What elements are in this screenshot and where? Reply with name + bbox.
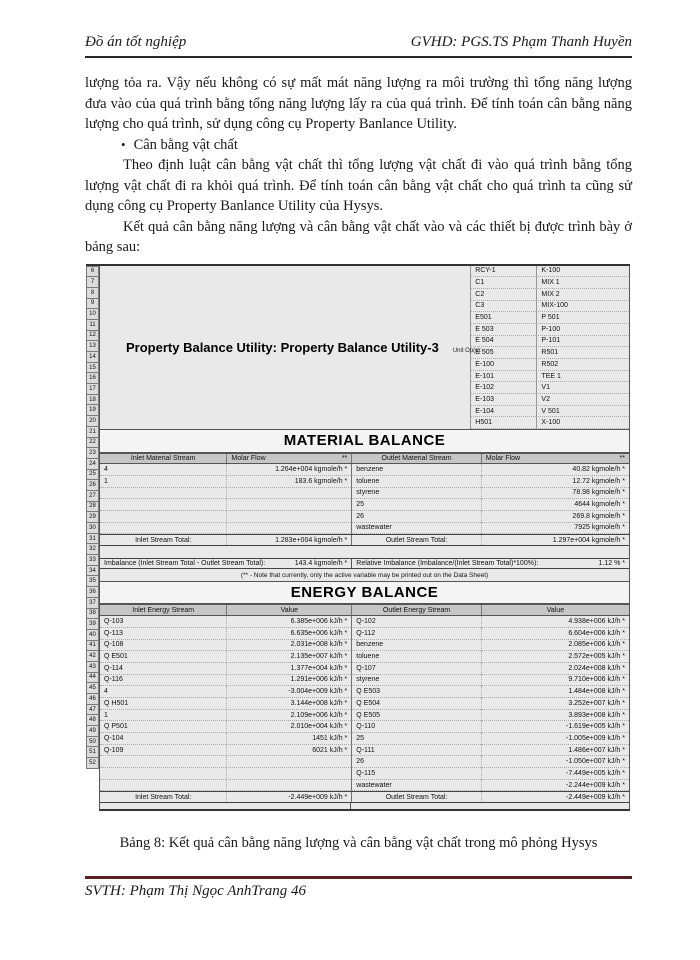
stream-name-cell: benzene	[351, 640, 481, 652]
row-number-box: 27	[86, 490, 99, 502]
header-cell: Outlet Material Stream	[351, 454, 481, 464]
unit-op-cell: K-100	[536, 266, 629, 278]
value-cell: 1.484e+008 kJ/h *	[481, 686, 629, 698]
stream-name-cell: 4	[100, 686, 226, 698]
value-cell: 1.264e+004 kgmole/h *	[226, 464, 351, 476]
stream-name-cell: Q-109	[100, 745, 226, 757]
row-number-box: 12	[86, 330, 99, 342]
energy-balance-title: ENERGY BALANCE	[100, 581, 629, 604]
row-number-box: 21	[86, 426, 99, 438]
value-cell: 6.604e+006 kJ/h *	[481, 628, 629, 640]
value-cell: 2.010e+004 kJ/h *	[226, 721, 351, 733]
data-row	[100, 628, 629, 640]
page-header	[85, 0, 632, 51]
stream-name-cell: Q-104	[100, 733, 226, 745]
imbalance-right: Relative Imbalance (Imbalance/(Inlet Stream Total)*100%): 1.12 % *	[351, 559, 629, 569]
data-row	[100, 698, 629, 710]
row-number-box: 19	[86, 404, 99, 416]
ops-filler	[100, 394, 470, 406]
row-number-box: 17	[86, 383, 99, 395]
row-number-box: 18	[86, 394, 99, 406]
unit-op-cell: V 501	[536, 406, 629, 418]
value-cell: 1.291e+006 kJ/h *	[226, 675, 351, 687]
ops-filler	[100, 312, 470, 324]
ops-filler	[100, 371, 470, 383]
stream-name-cell: Q-115	[351, 768, 481, 780]
stream-name-cell: 26	[351, 511, 481, 523]
value-cell: 9.710e+006 kJ/h *	[481, 675, 629, 687]
row-number-box: 41	[86, 640, 99, 652]
value-cell: -1.619e+005 kJ/h *	[481, 721, 629, 733]
row-number-box: 36	[86, 586, 99, 598]
unit-op-cell: P-100	[536, 324, 629, 336]
row-number-box: 23	[86, 447, 99, 459]
stream-name-cell: styrene	[351, 488, 481, 500]
data-row	[100, 745, 629, 757]
unit-op-cell: E-101	[470, 371, 536, 383]
header-cell: Inlet Energy Stream	[132, 606, 195, 614]
value-cell: 2.085e+006 kJ/h *	[481, 640, 629, 652]
stream-name-cell: Q E503	[351, 686, 481, 698]
stream-name-cell: Q E505	[351, 710, 481, 722]
stream-name-cell: styrene	[351, 675, 481, 687]
sheet-title-text: Property Balance Utility: Property Balance Utility-3	[126, 339, 439, 355]
unit-op-cell: V1	[536, 382, 629, 394]
data-row	[100, 651, 629, 663]
row-number-box: 34	[86, 565, 99, 577]
value-cell: 6.635e+006 kJ/h *	[226, 628, 351, 640]
total-value-cell: 1.297e+004 kgmole/h *	[481, 535, 629, 545]
data-row	[100, 733, 629, 745]
unit-op-cell: E-102	[470, 382, 536, 394]
value-cell: 183.6 kgmole/h *	[226, 476, 351, 488]
row-number-box: 35	[86, 575, 99, 587]
stream-name-cell: toluene	[351, 651, 481, 663]
value-cell: -1.050e+007 kJ/h *	[481, 756, 629, 768]
row-number-box: 16	[86, 372, 99, 384]
total-label-cell: Inlet Stream Total:	[135, 793, 192, 801]
balance-sheet-figure	[86, 264, 630, 811]
page-footer	[85, 876, 632, 900]
header-cell: Molar Flow **	[481, 454, 629, 464]
row-number-box: 42	[86, 650, 99, 662]
value-cell: 1.486e+007 kJ/h *	[481, 745, 629, 757]
stream-name-cell: 25	[351, 733, 481, 745]
unit-op-cell: E-104	[470, 406, 536, 418]
data-row	[100, 488, 629, 500]
ops-filler	[100, 289, 470, 301]
ops-filler	[100, 266, 470, 278]
unit-ops-label: Unit Op(s):	[452, 347, 482, 354]
unit-ops-row	[100, 371, 629, 383]
stream-name-cell: Q-116	[100, 675, 226, 687]
stream-name-cell: Q H501	[100, 698, 226, 710]
value-cell: 78.98 kgmole/h *	[481, 488, 629, 500]
stream-name-cell	[100, 756, 226, 768]
stream-name-cell: Q-107	[351, 663, 481, 675]
sheet-body	[99, 266, 630, 811]
row-number-box: 49	[86, 725, 99, 737]
unit-ops-row	[100, 417, 629, 429]
stream-name-cell: Q-114	[100, 663, 226, 675]
unit-ops-row	[100, 289, 629, 301]
data-row	[100, 780, 629, 792]
unit-op-cell: H501	[470, 417, 536, 429]
data-row	[100, 710, 629, 722]
bullet-icon: •	[121, 136, 126, 152]
value-cell: -3.004e+009 kJ/h *	[226, 686, 351, 698]
stream-name-cell: benzene	[351, 464, 481, 476]
value-cell: 6.385e+006 kJ/h *	[226, 616, 351, 628]
row-number-box: 52	[86, 757, 99, 769]
stream-name-cell: wastewater	[351, 523, 481, 535]
row-number-box: 44	[86, 672, 99, 684]
data-row	[100, 511, 629, 523]
data-row	[100, 756, 629, 768]
row-number-box: 10	[86, 308, 99, 320]
stream-name-cell	[100, 523, 226, 535]
unit-op-cell: R501	[536, 347, 629, 359]
unit-op-cell: RCY-1	[470, 266, 536, 278]
row-number-box: 32	[86, 543, 99, 555]
stream-name-cell: 4	[100, 464, 226, 476]
row-number-box: 43	[86, 661, 99, 673]
value-cell: 1.377e+004 kJ/h *	[226, 663, 351, 675]
stream-name-cell	[100, 780, 226, 792]
material-balance-title: MATERIAL BALANCE	[100, 429, 629, 452]
ops-filler	[100, 417, 470, 429]
totals-row	[100, 791, 629, 803]
unit-op-cell: C3	[470, 301, 536, 313]
sheet-title	[126, 340, 482, 355]
data-row	[100, 640, 629, 652]
stream-name-cell: wastewater	[351, 780, 481, 792]
value-cell	[226, 756, 351, 768]
data-row	[100, 523, 629, 535]
stream-name-cell: 26	[351, 756, 481, 768]
blank-row	[100, 546, 629, 558]
table-caption: Bảng 8: Kết quả cân bằng năng lượng và cân bằng vật chất trong mô phỏng Hysys	[119, 834, 598, 851]
stream-name-cell: Q-110	[351, 721, 481, 733]
unit-op-cell: R502	[536, 359, 629, 371]
value-cell: 2.031e+008 kJ/h *	[226, 640, 351, 652]
value-cell: 3.252e+007 kJ/h *	[481, 698, 629, 710]
unit-op-cell: V2	[536, 394, 629, 406]
footer-text: SVTH: Phạm Thị Ngọc AnhTrang 46	[85, 883, 306, 899]
row-number-box: 45	[86, 682, 99, 694]
ops-filler	[100, 359, 470, 371]
row-number-box: 46	[86, 693, 99, 705]
header-right-text: GVHD: PGS.TS Phạm Thanh Huyền	[410, 34, 632, 50]
total-value-cell: 1.283e+004 kgmole/h *	[226, 535, 351, 545]
header-left-text: Đồ án tốt nghiệp	[85, 34, 187, 50]
data-row	[100, 663, 629, 675]
stream-name-cell: Q-112	[351, 628, 481, 640]
stream-name-cell: Q E504	[351, 698, 481, 710]
value-cell: 40.82 kgmole/h *	[481, 464, 629, 476]
row-number-box: 6	[86, 266, 99, 278]
unit-op-cell: E-100	[470, 359, 536, 371]
unit-ops-row	[100, 382, 629, 394]
header-cell: Outlet Energy Stream	[351, 605, 481, 615]
unit-ops-row	[100, 394, 629, 406]
partial-row-divider	[100, 803, 351, 808]
unit-ops-row	[100, 277, 629, 289]
unit-op-cell: E 504	[470, 336, 536, 348]
total-label-cell: Outlet Stream Total:	[351, 792, 481, 802]
row-number-box: 47	[86, 704, 99, 716]
stream-name-cell: Q E501	[100, 651, 226, 663]
value-cell	[226, 511, 351, 523]
data-row	[100, 499, 629, 511]
stream-name-cell: 25	[351, 499, 481, 511]
imbalance-row	[100, 558, 629, 570]
value-cell: 3.144e+008 kJ/h *	[226, 698, 351, 710]
stream-name-cell: toluene	[351, 476, 481, 488]
row-number-box: 25	[86, 469, 99, 481]
row-number-box: 31	[86, 533, 99, 545]
row-number-box: 37	[86, 597, 99, 609]
value-cell	[226, 780, 351, 792]
header-cell: Value	[226, 605, 351, 615]
stream-name-cell: Q-108	[100, 640, 226, 652]
value-cell: 2.109e+006 kJ/h *	[226, 710, 351, 722]
unit-ops-row	[100, 324, 629, 336]
row-number-box: 39	[86, 618, 99, 630]
data-row	[100, 476, 629, 488]
data-row	[100, 721, 629, 733]
stream-name-cell	[100, 499, 226, 511]
total-label-cell: Outlet Stream Total:	[351, 535, 481, 545]
row-number-gutter	[86, 266, 99, 811]
total-label-cell: Inlet Stream Total:	[135, 536, 192, 544]
stream-name-cell: Q P501	[100, 721, 226, 733]
header-cell: Inlet Material Stream	[130, 454, 196, 462]
header-rule	[85, 56, 632, 58]
row-number-box: 48	[86, 714, 99, 726]
unit-op-cell: MIX 1	[536, 277, 629, 289]
value-cell: 2.024e+008 kJ/h *	[481, 663, 629, 675]
total-value-cell: -2.449e+009 kJ/h *	[481, 792, 629, 802]
row-number-box: 33	[86, 554, 99, 566]
value-cell	[226, 499, 351, 511]
unit-op-cell: MIX 2	[536, 289, 629, 301]
unit-ops-row	[100, 301, 629, 313]
unit-op-cell: E-103	[470, 394, 536, 406]
unit-op-cell: C1	[470, 277, 536, 289]
value-cell: 3.893e+008 kJ/h *	[481, 710, 629, 722]
unit-ops-row	[100, 266, 629, 278]
paragraph-energy-balance: lượng tỏa ra. Vậy nếu không có sự mất mát năng lượng ra môi trường thì tổng năng lượng đưa vào của quá trình bằng tổng năng lượng lấy ra của quá trình. Để tính toán cân bằng năng lượng cho quá trình, sử dụng công cụ Property Banlance Utility.	[85, 75, 632, 132]
ops-filler	[100, 406, 470, 418]
value-cell: 6021 kJ/h *	[226, 745, 351, 757]
stream-name-cell: Q-103	[100, 616, 226, 628]
bullet-label: Cân bằng vật chất	[133, 136, 238, 153]
row-number-box: 7	[86, 276, 99, 288]
ops-filler	[100, 277, 470, 289]
unit-op-cell: E501	[470, 312, 536, 324]
unit-ops-row	[100, 359, 629, 371]
row-number-box: 26	[86, 479, 99, 491]
ops-filler	[100, 301, 470, 313]
unit-ops-row	[100, 312, 629, 324]
row-number-box: 11	[86, 319, 99, 331]
value-cell: 2.572e+005 kJ/h *	[481, 651, 629, 663]
value-cell: -2.244e+009 kJ/h *	[481, 780, 629, 792]
stream-name-cell	[100, 768, 226, 780]
unit-op-cell: C2	[470, 289, 536, 301]
value-cell: 1451 kJ/h *	[226, 733, 351, 745]
stream-name-cell: 1	[100, 476, 226, 488]
data-row	[100, 686, 629, 698]
value-cell	[226, 488, 351, 500]
ops-filler	[100, 324, 470, 336]
row-number-box: 20	[86, 415, 99, 427]
paragraph-results-intro: Kết quả cân bằng năng lượng và cân bằng vật chất vào và các thiết bị được trình bày ở bảng sau:	[85, 218, 632, 255]
note-row: (** - Note that currently, only the active variable may be printed out on the Data Sheet)	[240, 571, 489, 579]
value-cell: -1.005e+009 kJ/h *	[481, 733, 629, 745]
unit-op-cell: E 503	[470, 324, 536, 336]
bullet-item-material-balance	[121, 135, 632, 156]
total-value-cell: -2.449e+009 kJ/h *	[226, 792, 351, 802]
row-number-box: 29	[86, 511, 99, 523]
value-cell: 269.8 kgmole/h *	[481, 511, 629, 523]
header-cell: Molar Flow **	[226, 454, 351, 464]
value-cell: 7925 kgmole/h *	[481, 523, 629, 535]
value-cell: 4644 kgmole/h *	[481, 499, 629, 511]
unit-op-cell: P-101	[536, 336, 629, 348]
value-cell: 2.135e+007 kJ/h *	[226, 651, 351, 663]
row-number-box: 9	[86, 298, 99, 310]
row-number-box: 38	[86, 608, 99, 620]
column-header-row	[100, 604, 629, 616]
footer-rule	[85, 876, 632, 879]
header-cell: Value	[481, 605, 629, 615]
data-row	[100, 616, 629, 628]
stream-name-cell: Q-113	[100, 628, 226, 640]
value-cell: -7.449e+005 kJ/h *	[481, 768, 629, 780]
data-row	[100, 675, 629, 687]
unit-op-cell: P 501	[536, 312, 629, 324]
partial-row	[100, 803, 629, 808]
stream-name-cell: 1	[100, 710, 226, 722]
unit-op-cell: X-100	[536, 417, 629, 429]
stream-name-cell: Q-111	[351, 745, 481, 757]
unit-op-cell: MIX-100	[536, 301, 629, 313]
stream-name-cell	[100, 511, 226, 523]
paragraph-material-balance: Theo định luật cân bằng vật chất thì tổng lượng vật chất đi vào quá trình bằng tổng lượng vật chất đi ra khỏi quá trình. Để tính toán cân bằng vật chất cho quá trình ta cũng sử dụng công cụ Property Banlance Utility của Hysys.	[85, 157, 632, 214]
row-number-box: 51	[86, 746, 99, 758]
unit-ops-row	[100, 406, 629, 418]
row-number-box: 13	[86, 340, 99, 352]
row-number-box: 50	[86, 736, 99, 748]
row-number-box: 8	[86, 287, 99, 299]
unit-op-cell: TEE 1	[536, 371, 629, 383]
value-cell	[226, 768, 351, 780]
row-number-box: 30	[86, 522, 99, 534]
row-number-box: 14	[86, 351, 99, 363]
value-cell: 12.72 kgmole/h *	[481, 476, 629, 488]
row-number-box: 15	[86, 362, 99, 374]
ops-filler	[100, 382, 470, 394]
row-number-box: 28	[86, 501, 99, 513]
data-row	[100, 768, 629, 780]
row-number-box: 24	[86, 458, 99, 470]
row-number-box: 22	[86, 437, 99, 449]
row-number-box: 40	[86, 629, 99, 641]
value-cell	[226, 523, 351, 535]
stream-name-cell: Q-102	[351, 616, 481, 628]
unit-op-cell: E 505	[470, 347, 536, 359]
totals-row	[100, 534, 629, 546]
column-header-row	[100, 453, 629, 465]
value-cell: 4.938e+006 kJ/h *	[481, 616, 629, 628]
imbalance-left: Imbalance (Inlet Stream Total - Outlet Stream Total): 143.4 kgmole/h *	[104, 560, 348, 568]
data-row	[100, 464, 629, 476]
stream-name-cell	[100, 488, 226, 500]
